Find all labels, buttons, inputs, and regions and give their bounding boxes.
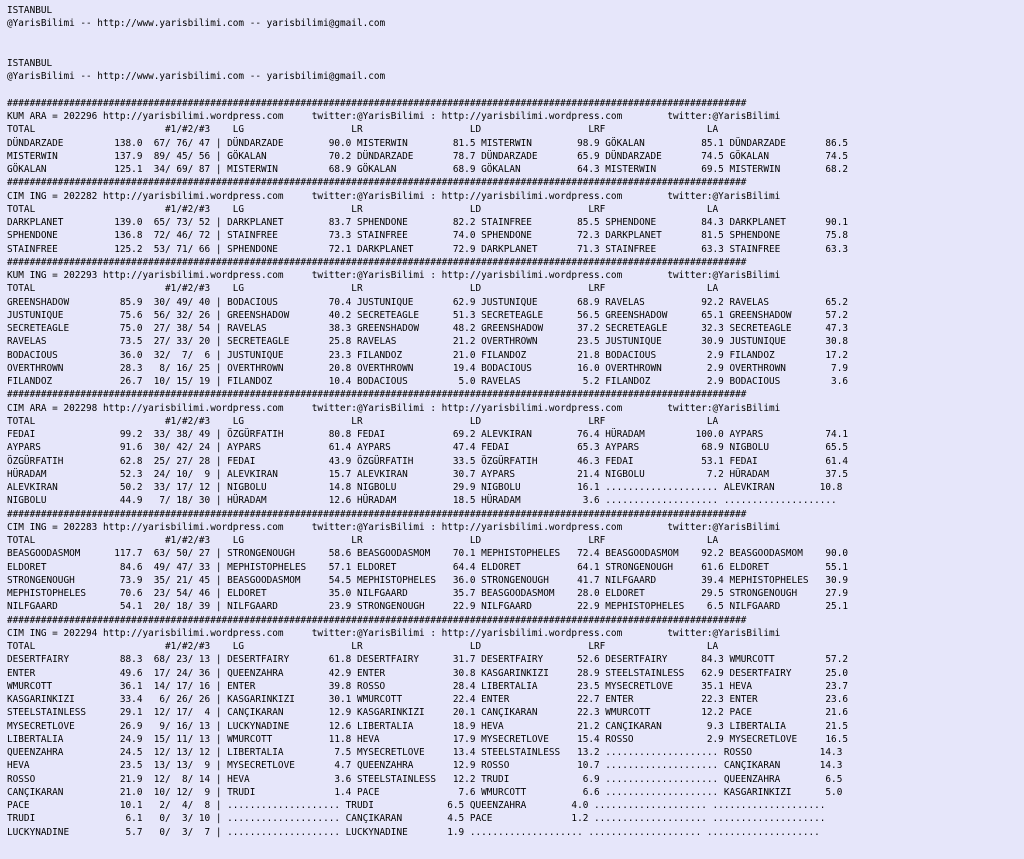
header-contact: @YarisBilimi -- http://www.yarisbilimi.com -- yarisbilimi@gmail.com — [7, 71, 386, 83]
section-title: CIM ING = 202294 http://yarisbilimi.wordpress.com twitter:@YarisBilimi : http://yarisbilimi.wordpress.com twitter:@YarisBilimi — [7, 627, 781, 639]
separator: ################################################################################################################################### — [7, 177, 747, 189]
table-row: ALEVKIRAN 50.2 33/ 17/ 12 | NIGBOLU 14.8 NIGBOLU 29.9 NIGBOLU 16.1 .................... ALEVKIRAN 10.8 — [7, 482, 843, 493]
blank-line — [7, 84, 1024, 97]
table-row: PACE 10.1 2/ 4/ 8 | .................... TRUDI 6.5 QUEENZAHRA 4.0 .................... .................... — [7, 800, 826, 811]
table-row: DARKPLANET 139.0 65/ 73/ 52 | DARKPLANET 83.7 SPHENDONE 82.2 STAINFREE 85.5 SPHENDONE 84.3 DARKPLANET 90.1 — [7, 217, 848, 228]
table-row: STRONGENOUGH 73.9 35/ 21/ 45 | BEASGOODASMOM 54.5 MEPHISTOPHELES 36.0 STRONGENOUGH 41.7 NILFGAARD 39.4 MEPHISTOPHELES 30.9 — [7, 574, 848, 586]
table-row: BEASGOODASMOM 117.7 63/ 50/ 27 | STRONGENOUGH 58.6 BEASGOODASMOM 70.1 MEPHISTOPHELES 72.4 BEASGOODASMOM 92.2 BEASGOODASMOM 90.0 — [7, 548, 848, 560]
table-row: KASGARINKIZI 33.4 6/ 26/ 26 | KASGARINKIZI 30.1 WMURCOTT 22.4 ENTER 22.7 ENTER 22.3 ENTER 23.6 — [7, 694, 848, 705]
table-row: CANÇIKARAN 21.0 10/ 12/ 9 | TRUDI 1.4 PACE 7.6 WMURCOTT 6.6 .................... KASGARINKIZI 5.0 — [7, 786, 843, 798]
table-row: TRUDI 6.1 0/ 3/ 10 | .................... CANÇIKARAN 4.5 PACE 1.2 .................... .................... — [7, 813, 826, 825]
table-row: LUCKYNADINE 5.7 0/ 3/ 7 | .................... LUCKYNADINE 1.9 .................... .................... .................... — [7, 826, 820, 838]
column-header: TOTAL #1/#2/#3 LG LR LD LRF LA — [7, 124, 719, 136]
table-row: AYPARS 91.6 30/ 42/ 24 | AYPARS 61.4 AYPARS 47.4 FEDAI 65.3 AYPARS 68.9 NIGBOLU 65.5 — [7, 442, 848, 454]
table-row: MISTERWIN 137.9 89/ 45/ 56 | GÖKALAN 70.2 DÜNDARZADE 78.7 DÜNDARZADE 65.9 DÜNDARZADE 74.5 GÖKALAN 74.5 — [7, 150, 848, 162]
table-row: STAINFREE 125.2 53/ 71/ 66 | SPHENDONE 72.1 DARKPLANET 72.9 DARKPLANET 71.3 STAINFREE 63.3 STAINFREE 63.3 — [7, 243, 848, 255]
table-row: NILFGAARD 54.1 20/ 18/ 39 | NILFGAARD 23.9 STRONGENOUGH 22.9 NILFGAARD 22.9 MEPHISTOPHELES 6.5 NILFGAARD 25.1 — [7, 601, 848, 613]
table-row: RAVELAS 73.5 27/ 33/ 20 | SECRETEAGLE 25.8 RAVELAS 21.2 OVERTHROWN 23.5 JUSTUNIQUE 30.9 JUSTUNIQUE 30.8 — [7, 336, 848, 348]
table-row: JUSTUNIQUE 75.6 56/ 32/ 26 | GREENSHADOW 40.2 SECRETEAGLE 51.3 SECRETEAGLE 56.5 GREENSHADOW 65.1 GREENSHADOW 57.2 — [7, 309, 848, 321]
table-row: GÖKALAN 125.1 34/ 69/ 87 | MISTERWIN 68.9 GÖKALAN 68.9 GÖKALAN 64.3 MISTERWIN 69.5 MISTERWIN 68.2 — [7, 164, 848, 175]
column-header: TOTAL #1/#2/#3 LG LR LD LRF LA — [7, 283, 719, 295]
table-row: STEELSTAINLESS 29.1 12/ 17/ 4 | CANÇIKARAN 12.9 KASGARINKIZI 20.1 CANÇIKARAN 22.3 WMURCOTT 12.2 PACE 21.6 — [7, 707, 848, 719]
table-row: HÜRADAM 52.3 24/ 10/ 9 | ALEVKIRAN 15.7 ALEVKIRAN 30.7 AYPARS 21.4 NIGBOLU 7.2 HÜRADAM 37.5 — [7, 468, 848, 480]
table-row: FILANDOZ 26.7 10/ 15/ 19 | FILANDOZ 10.4 BODACIOUS 5.0 RAVELAS 5.2 FILANDOZ 2.9 BODACIOUS 3.6 — [7, 376, 848, 387]
table-row: FEDAI 99.2 33/ 38/ 49 | ÖZGÜRFATIH 80.8 FEDAI 69.2 ALEVKIRAN 76.4 HÜRADAM 100.0 AYPARS 74.1 — [7, 429, 848, 440]
separator: ################################################################################################################################### — [7, 97, 747, 109]
table-row: WMURCOTT 36.1 14/ 17/ 16 | ENTER 39.8 ROSSO 28.4 LIBERTALIA 23.5 MYSECRETLOVE 35.1 HEVA 23.7 — [7, 680, 848, 692]
section-title: CIM ARA = 202298 http://yarisbilimi.wordpress.com twitter:@YarisBilimi : http://yarisbilimi.wordpress.com twitter:@YarisBilimi — [7, 402, 781, 414]
table-row: DÜNDARZADE 138.0 67/ 76/ 47 | DÜNDARZADE 90.0 MISTERWIN 81.5 MISTERWIN 98.9 GÖKALAN 85.1 DÜNDARZADE 86.5 — [7, 137, 848, 149]
table-row: LIBERTALIA 24.9 15/ 11/ 13 | WMURCOTT 11.8 HEVA 17.9 MYSECRETLOVE 15.4 ROSSO 2.9 MYSECRETLOVE 16.5 — [7, 733, 848, 745]
column-header: TOTAL #1/#2/#3 LG LR LD LRF LA — [7, 535, 719, 546]
section-title: CIM ING = 202283 http://yarisbilimi.wordpress.com twitter:@YarisBilimi : http://yarisbilimi.wordpress.com twitter:@YarisBilimi — [7, 521, 781, 533]
column-header: TOTAL #1/#2/#3 LG LR LD LRF LA — [7, 203, 719, 215]
table-row: MYSECRETLOVE 26.9 9/ 16/ 13 | LUCKYNADINE 12.6 LIBERTALIA 18.9 HEVA 21.2 CANÇIKARAN 9.3 LIBERTALIA 21.5 — [7, 720, 848, 732]
header-city: ISTANBUL — [7, 58, 53, 69]
separator: ################################################################################################################################### — [7, 508, 747, 520]
table-row: NIGBOLU 44.9 7/ 18/ 30 | HÜRADAM 12.6 HÜRADAM 18.5 HÜRADAM 3.6 .................... .................... — [7, 495, 837, 507]
separator: ################################################################################################################################### — [7, 389, 747, 401]
section-title: CIM ING = 202282 http://yarisbilimi.wordpress.com twitter:@YarisBilimi : http://yarisbilimi.wordpress.com twitter:@YarisBilimi — [7, 190, 781, 202]
table-row: OVERTHROWN 28.3 8/ 16/ 25 | OVERTHROWN 20.8 OVERTHROWN 19.4 BODACIOUS 16.0 OVERTHROWN 2.9 OVERTHROWN 7.9 — [7, 362, 848, 374]
table-row: SECRETEAGLE 75.0 27/ 38/ 54 | RAVELAS 38.3 GREENSHADOW 48.2 GREENSHADOW 37.2 SECRETEAGLE 32.3 SECRETEAGLE 47.3 — [7, 323, 848, 334]
header-contact: @YarisBilimi -- http://www.yarisbilimi.com -- yarisbilimi@gmail.com — [7, 18, 386, 30]
section-title: KUM ARA = 202296 http://yarisbilimi.wordpress.com twitter:@YarisBilimi : http://yarisbilimi.wordpress.com twitter:@YarisBilimi — [7, 111, 781, 122]
table-row: QUEENZAHRA 24.5 12/ 13/ 12 | LIBERTALIA 7.5 MYSECRETLOVE 13.4 STEELSTAINLESS 13.2 .................... ROSSO 14.3 — [7, 747, 843, 758]
table-row: DESERTFAIRY 88.3 68/ 23/ 13 | DESERTFAIRY 61.8 DESERTFAIRY 31.7 DESERTFAIRY 52.6 DESERTFAIRY 84.3 WMURCOTT 57.2 — [7, 654, 848, 666]
table-row: ENTER 49.6 17/ 24/ 36 | QUEENZAHRA 42.9 ENTER 30.8 KASGARINKIZI 28.9 STEELSTAINLESS 62.9 DESERTFAIRY 25.0 — [7, 667, 848, 679]
blank-line — [7, 31, 1024, 44]
table-row: ELDORET 84.6 49/ 47/ 33 | MEPHISTOPHELES 57.1 ELDORET 64.4 ELDORET 64.1 STRONGENOUGH 61.6 ELDORET 55.1 — [7, 561, 848, 573]
column-header: TOTAL #1/#2/#3 LG LR LD LRF LA — [7, 641, 719, 652]
table-row: ROSSO 21.9 12/ 8/ 14 | HEVA 3.6 STEELSTAINLESS 12.2 TRUDI 6.9 .................... QUEENZAHRA 6.5 — [7, 773, 843, 785]
table-row: GREENSHADOW 85.9 30/ 49/ 40 | BODACIOUS 70.4 JUSTUNIQUE 62.9 JUSTUNIQUE 68.9 RAVELAS 92.2 RAVELAS 65.2 — [7, 296, 848, 308]
table-row: MEPHISTOPHELES 70.6 23/ 54/ 46 | ELDORET 35.0 NILFGAARD 35.7 BEASGOODASMOM 28.0 ELDORET 29.5 STRONGENOUGH 27.9 — [7, 588, 848, 599]
column-header: TOTAL #1/#2/#3 LG LR LD LRF LA — [7, 415, 719, 427]
separator: ################################################################################################################################### — [7, 614, 747, 626]
table-row: BODACIOUS 36.0 32/ 7/ 6 | JUSTUNIQUE 23.3 FILANDOZ 21.0 FILANDOZ 21.8 BODACIOUS 2.9 FILANDOZ 17.2 — [7, 349, 848, 361]
table-row: HEVA 23.5 13/ 13/ 9 | MYSECRETLOVE 4.7 QUEENZAHRA 12.9 ROSSO 10.7 .................... CANÇIKARAN 14.3 — [7, 760, 843, 772]
blank-line — [7, 44, 1024, 57]
table-row: ÖZGÜRFATIH 62.8 25/ 27/ 28 | FEDAI 43.9 ÖZGÜRFATIH 33.5 ÖZGÜRFATIH 46.3 FEDAI 53.1 FEDAI 61.4 — [7, 455, 848, 467]
separator: ################################################################################################################################### — [7, 256, 747, 268]
table-row: SPHENDONE 136.8 72/ 46/ 72 | STAINFREE 73.3 STAINFREE 74.0 SPHENDONE 72.3 DARKPLANET 81.5 SPHENDONE 75.8 — [7, 230, 848, 242]
section-title: KUM ING = 202293 http://yarisbilimi.wordpress.com twitter:@YarisBilimi : http://yarisbilimi.wordpress.com twitter:@YarisBilimi — [7, 270, 781, 281]
header-city: ISTANBUL — [7, 5, 53, 16]
